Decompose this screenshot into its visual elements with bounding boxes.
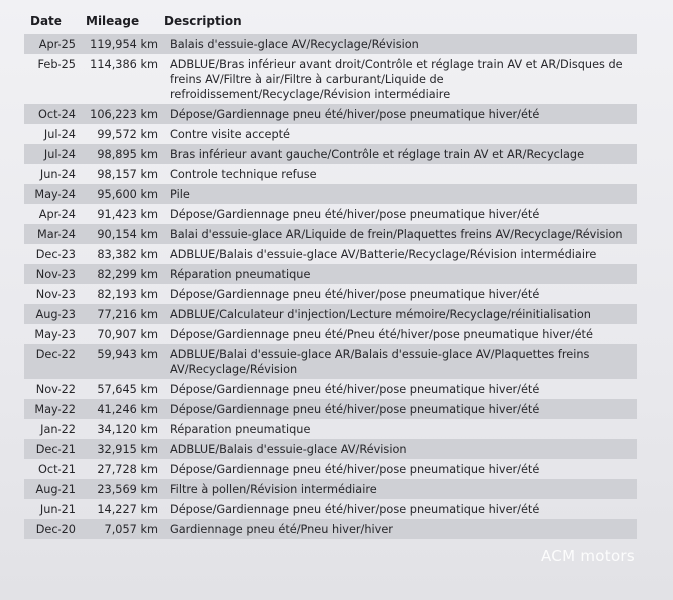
table-row — [24, 144, 637, 164]
table-row — [24, 459, 637, 479]
row-mileage: 119,954 km — [82, 34, 168, 54]
row-mileage: 98,895 km — [82, 144, 168, 164]
row-mileage: 57,645 km — [97, 383, 158, 396]
table-row — [24, 324, 637, 344]
row-description: Dépose/Gardiennage pneu été/hiver/pose pneumatique hiver/été — [170, 503, 540, 516]
row-date: Dec-21 — [24, 439, 82, 459]
row-date: Nov-23 — [35, 288, 76, 301]
row-mileage: 114,386 km — [90, 58, 158, 71]
table-row — [24, 499, 637, 519]
row-mileage: 41,246 km — [82, 399, 168, 419]
row-date: Jul-24 — [43, 128, 76, 141]
row-date: Oct-24 — [24, 104, 82, 124]
table-row — [24, 264, 637, 284]
row-description: Dépose/Gardiennage pneu été/hiver/pose pneumatique hiver/été — [170, 208, 540, 221]
row-mileage: 99,572 km — [97, 128, 158, 141]
row-date: Jun-21 — [39, 503, 76, 516]
table-row — [24, 344, 637, 379]
row-mileage: 82,193 km — [97, 288, 158, 301]
row-mileage: 32,915 km — [82, 439, 168, 459]
table-row — [24, 224, 637, 244]
table-row — [24, 519, 637, 539]
header-date: Date — [30, 14, 62, 28]
row-date: Nov-23 — [24, 264, 82, 284]
table-row — [24, 419, 637, 439]
row-date: Apr-24 — [38, 208, 76, 221]
row-description: ADBLUE/Calculateur d'injection/Lecture mémoire/Recyclage/réinitialisation — [168, 304, 637, 324]
row-date: Mar-24 — [24, 224, 82, 244]
row-description: ADBLUE/Balais d'essuie-glace AV/Batterie/Recyclage/Révision intermédiaire — [170, 248, 597, 261]
row-description: Balai d'essuie-glace AR/Liquide de frein/Plaquettes freins AV/Recyclage/Révision — [168, 224, 637, 244]
row-mileage: 7,057 km — [82, 519, 168, 539]
table-row — [24, 164, 637, 184]
row-description: Dépose/Gardiennage pneu été/Pneu été/hiver/pose pneumatique hiver/été — [170, 328, 593, 341]
table-row — [24, 379, 637, 399]
table-header — [0, 12, 673, 34]
row-mileage: 83,382 km — [97, 248, 158, 261]
row-description: ADBLUE/Balais d'essuie-glace AV/Révision — [168, 439, 637, 459]
row-mileage: 27,728 km — [97, 463, 158, 476]
table-row — [24, 124, 637, 144]
row-date: Dec-23 — [35, 248, 76, 261]
row-description: Bras inférieur avant gauche/Contrôle et réglage train AV et AR/Recyclage — [168, 144, 637, 164]
table-row — [24, 104, 637, 124]
table-row — [24, 204, 637, 224]
row-mileage: 77,216 km — [82, 304, 168, 324]
table-row — [24, 54, 637, 104]
row-description: ADBLUE/Bras inférieur avant droit/Contrôle et réglage train AV et AR/Disques de freins AV/Filtre à air/Filtre à carburant/Liquide de refroidissement/Recyclage/Révision intermédiaire — [170, 58, 623, 101]
watermark-logo: ACM motors — [541, 547, 636, 565]
row-description: Dépose/Gardiennage pneu été/hiver/pose pneumatique hiver/été — [168, 104, 637, 124]
row-mileage: 98,157 km — [97, 168, 158, 181]
table-row — [24, 439, 637, 459]
table-row — [24, 304, 637, 324]
row-date: May-24 — [24, 184, 82, 204]
row-date: Jan-22 — [40, 423, 76, 436]
service-history-table — [24, 34, 637, 539]
row-description: Filtre à pollen/Révision intermédiaire — [168, 479, 637, 499]
row-description: ADBLUE/Balai d'essuie-glace AR/Balais d'essuie-glace AV/Plaquettes freins AV/Recyclage/Révision — [168, 344, 637, 379]
row-date: Aug-23 — [24, 304, 82, 324]
row-description: Réparation pneumatique — [168, 264, 637, 284]
table-row — [24, 399, 637, 419]
row-date: Feb-25 — [37, 58, 76, 71]
row-date: Oct-21 — [38, 463, 76, 476]
row-date: Dec-22 — [24, 344, 82, 379]
table-row — [24, 244, 637, 264]
row-date: Dec-20 — [24, 519, 82, 539]
row-mileage: 23,569 km — [82, 479, 168, 499]
row-date: Jul-24 — [24, 144, 82, 164]
table-row — [24, 284, 637, 304]
row-date: Aug-21 — [24, 479, 82, 499]
header-mileage: Mileage — [86, 14, 140, 28]
row-description: Dépose/Gardiennage pneu été/hiver/pose pneumatique hiver/été — [170, 383, 540, 396]
row-date: Jun-24 — [39, 168, 76, 181]
row-mileage: 91,423 km — [97, 208, 158, 221]
row-date: May-23 — [34, 328, 76, 341]
row-description: Controle technique refuse — [170, 168, 317, 181]
table-row — [24, 34, 637, 54]
row-date: Nov-22 — [35, 383, 76, 396]
row-mileage: 70,907 km — [97, 328, 158, 341]
row-mileage: 34,120 km — [97, 423, 158, 436]
row-date: May-22 — [24, 399, 82, 419]
row-description: Contre visite accepté — [170, 128, 290, 141]
row-mileage: 82,299 km — [82, 264, 168, 284]
row-description: Pile — [168, 184, 637, 204]
header-description: Description — [164, 14, 242, 28]
row-description: Dépose/Gardiennage pneu été/hiver/pose pneumatique hiver/été — [170, 288, 540, 301]
table-row — [24, 184, 637, 204]
row-mileage: 106,223 km — [82, 104, 168, 124]
row-mileage: 59,943 km — [82, 344, 168, 379]
table-row — [24, 479, 637, 499]
row-mileage: 95,600 km — [82, 184, 168, 204]
row-mileage: 14,227 km — [97, 503, 158, 516]
row-description: Gardiennage pneu été/Pneu hiver/hiver — [168, 519, 637, 539]
row-description: Dépose/Gardiennage pneu été/hiver/pose pneumatique hiver/été — [170, 463, 540, 476]
row-mileage: 90,154 km — [82, 224, 168, 244]
row-description: Dépose/Gardiennage pneu été/hiver/pose pneumatique hiver/été — [168, 399, 637, 419]
row-date: Apr-25 — [24, 34, 82, 54]
row-description: Réparation pneumatique — [170, 423, 311, 436]
row-description: Balais d'essuie-glace AV/Recyclage/Révision — [168, 34, 637, 54]
